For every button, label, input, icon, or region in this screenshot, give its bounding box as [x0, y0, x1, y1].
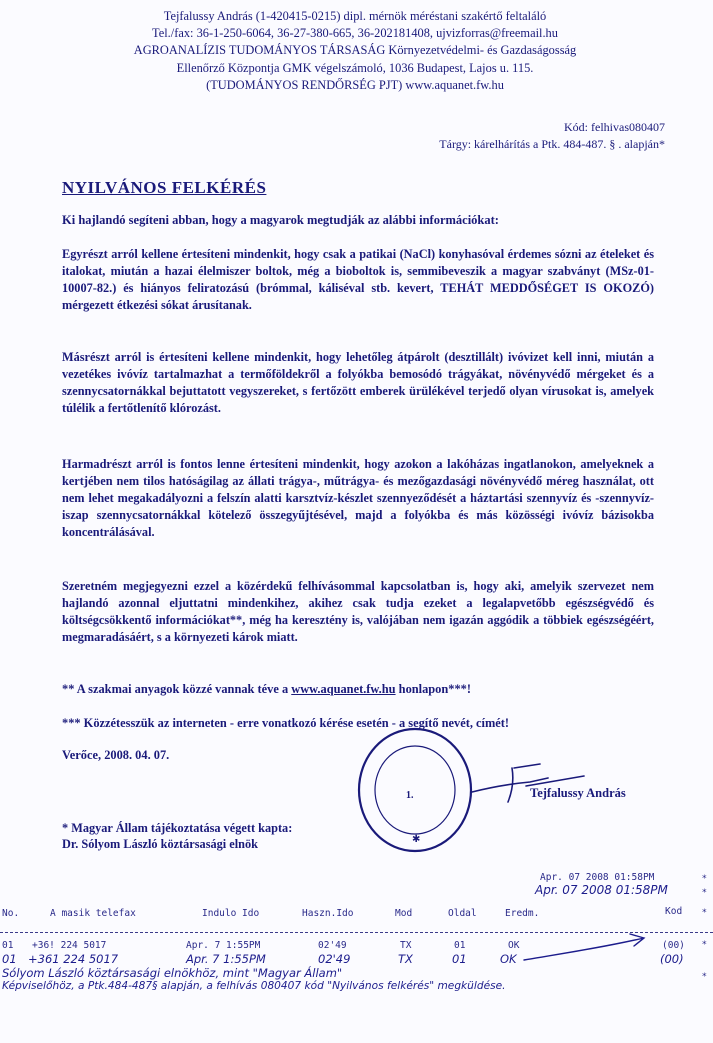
- notice-block: [62, 820, 292, 852]
- fax-timestamp: Apr. 07 2008 01:58PM: [540, 872, 655, 883]
- document-title: NYILVÁNOS FELKÉRÉS: [62, 178, 267, 197]
- handwritten-note-line-2: Képviselőhöz, a Ptk.484-487§ alapján, a felhívás 080407 kód "Nyilvános felkérés" megküldése.: [2, 980, 506, 992]
- fax-header-no: No.: [2, 908, 20, 919]
- letterhead-line-1: Tejfalussy András (1-420415-0215) dipl. mérnök méréstani szakértő feltaláló: [163, 9, 547, 23]
- paragraph-3: Harmadrészt arról is fontos lenne értesíteni mindenkit, hogy azokon a lakóházas ingatlanokon, amelyeknek a kertjében nem tilos hatóságilag az állati trágya-, műtrágya- és mezőgazdasági növényvédő méreg használat, ott nem lehet megakadályozni a felszín alatti karsztvíz-készlet szennyeződését a háztartási szennyvíz és -szennyvíz-iszap szennycsatornákkal kötelező összegyűjtésével, majd a folyókba és más közösségi ivóvíz bázisokba koncentrálásával.: [62, 457, 654, 540]
- fax-header-start: Indulo Ido: [202, 908, 260, 919]
- fax-cell-start: Apr. 7 1:55PM: [186, 940, 261, 951]
- notice-line-2: Dr. Sólyom László köztársasági elnök: [62, 837, 258, 851]
- svg-text:✱: ✱: [412, 834, 421, 845]
- fax-cell-result: OK: [508, 940, 520, 951]
- hand-cell-no: 01: [2, 952, 17, 966]
- hand-cell-mode: TX: [398, 952, 413, 966]
- margin-star: *: [701, 888, 707, 898]
- hand-cell-start: Apr. 7 1:55PM: [186, 952, 266, 966]
- paragraph-2: Másrészt arról is értesíteni kellene mindenkit, hogy lehetőleg átpárolt (desztillált) ivóvizet kell inni, miután a vezetékes ivóvíz tartalmazhat a termőföldekről a folyókba bemosódó trágyákat, növényvédő mérgeket és a szennycsatornákkal bejuttatott vegyszereket, s fertőzött emberek ürülékével terjedő olyan vírusokat is, amelyek túlélik a fertőtlenítő klórozást.: [62, 350, 654, 416]
- fax-header-pages: Oldal: [448, 908, 477, 919]
- signer-name: Tejfalussy András: [530, 786, 626, 800]
- svg-text:1.: 1.: [406, 790, 414, 801]
- fax-header-code: Kod: [665, 906, 683, 917]
- fax-cell-duration: 02'49: [318, 940, 347, 951]
- footnote-1-text: ** A szakmai anyagok közzé vannak téve a: [62, 682, 292, 696]
- hand-cell-result: OK: [500, 952, 517, 966]
- handwritten-note-line-1: Sólyom László köztársasági elnökhöz, mint "Magyar Állam": [2, 966, 343, 980]
- paragraph-1: Egyrészt arról kellene értesíteni mindenkit, hogy csak a patikai (NaCl) konyhasóval érdemes sózni az ételeket és italokat, miután a hazai élelmiszer boltok, még a bioboltok is, semmibeveszik a magyar szabványt (MSz-01-10007-82.) és hiányos feliratozású (brómmal, káliséval stb. kevert, TEHÁT MEDDŐSÉGET IS OKOZÓ) mérgezett étkezési sókat árusítanak.: [62, 247, 654, 313]
- fax-header-result: Eredm.: [505, 908, 540, 919]
- hand-cell-code: (00): [660, 952, 684, 966]
- fax-header-number: A masik telefax: [50, 908, 136, 919]
- website-link[interactable]: www.aquanet.fw.hu: [291, 682, 396, 696]
- fax-header-duration: Haszn.Ido: [302, 908, 354, 919]
- fax-cell-pages: 01: [454, 940, 466, 951]
- hand-cell-duration: 02'49: [318, 952, 351, 966]
- margin-star: *: [701, 972, 707, 982]
- fax-cell-mode: TX: [400, 940, 412, 951]
- hand-cell-number: +361 224 5017: [28, 952, 119, 966]
- margin-star: *: [701, 874, 707, 884]
- margin-star: *: [701, 940, 707, 950]
- place-date: Verőce, 2008. 04. 07.: [62, 748, 170, 762]
- margin-star: *: [701, 908, 707, 918]
- footnote-2: *** Közzétesszük az interneten - erre vonatkozó kérése esetén - a segítő nevét, címét!: [62, 716, 510, 730]
- fax-cell-number: +36! 224 5017: [32, 940, 107, 951]
- hand-cell-pages: 01: [452, 952, 467, 966]
- intro-line: Ki hajlandó segíteni abban, hogy a magyarok megtudják az alábbi információkat:: [62, 213, 499, 227]
- fax-cell-code: (00): [662, 940, 685, 951]
- reference-subject: Tárgy: kárelhárítás a Ptk. 484-487. § . alapján*: [439, 137, 665, 151]
- fax-timestamp-handwritten: Apr. 07 2008 01:58PM: [535, 883, 668, 897]
- letterhead-line-2: Tel./fax: 36-1-250-6064, 36-27-380-665, 36-202181408, ujvizforras@freemail.hu: [152, 26, 558, 41]
- paragraph-4: Szeretném megjegyezni ezzel a közérdekű felhívásommal kapcsolatban is, hogy aki, amelyik szervezet nem hajlandó azonnal eljuttatni mindenkihez, akihez csak tudja ezeket a legalapvetőbb egészségvédő és költségcsökkentő információkat**, még ha keresztény is, valójában nem igazán aggódik a többiek egészségéért, megmaradásáért, s a környezeti károk miatt.: [62, 579, 654, 645]
- letterhead-line-5: (TUDOMÁNYOS RENDŐRSÉG PJT) www.aquanet.fw.hu: [206, 77, 504, 92]
- fax-header-mode: Mod: [395, 908, 413, 919]
- footnote-1: [62, 682, 471, 697]
- letterhead: [30, 8, 680, 94]
- footnote-1-end: honlapon***!: [395, 682, 471, 696]
- company-seal: [356, 726, 474, 854]
- notice-line-1: * Magyar Állam tájékoztatása végett kapta:: [62, 821, 293, 835]
- reference-code: Kód: felhivas080407: [564, 120, 665, 134]
- fax-report: [0, 868, 713, 1018]
- letterhead-line-3: AGROANALÍZIS TUDOMÁNYOS TÁRSASÁG Környezetvédelmi- és Gazdaságosság: [133, 43, 577, 58]
- fax-cell-no: 01: [2, 940, 14, 951]
- handwritten-arrow: [520, 928, 650, 968]
- letterhead-line-4: Ellenőrző Központja GMK végelszámoló, 1036 Budapest, Lajos u. 115.: [176, 60, 534, 75]
